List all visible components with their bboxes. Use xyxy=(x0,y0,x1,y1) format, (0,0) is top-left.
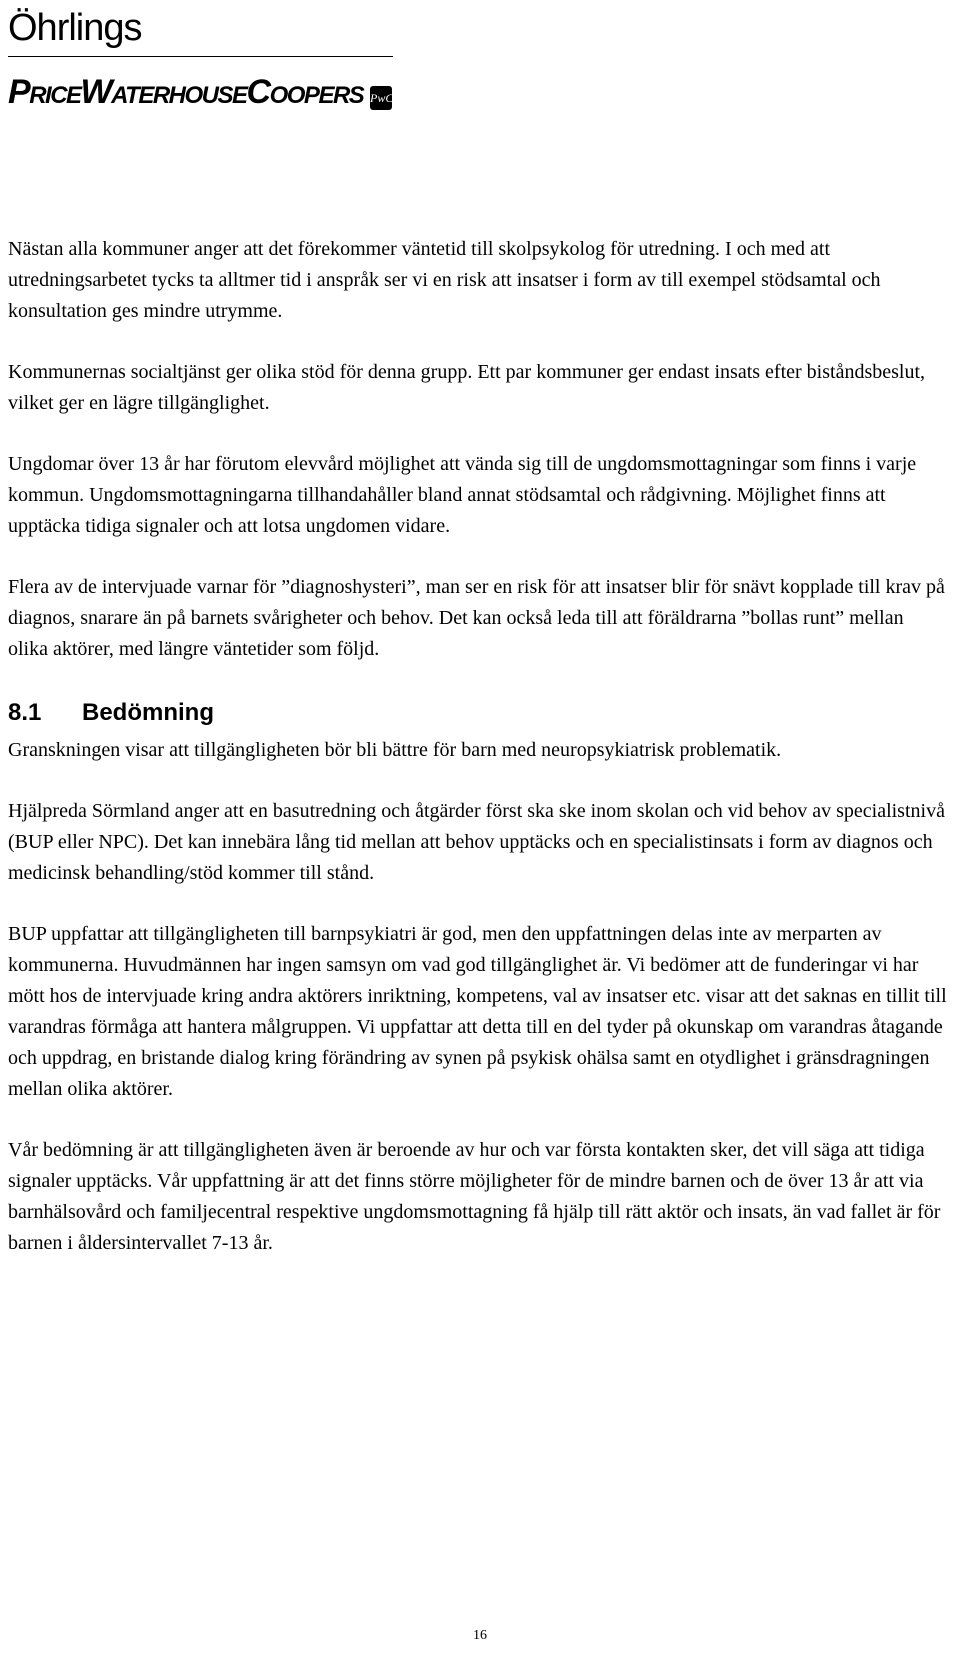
paragraph-social-services: Kommunernas socialtjänst ger olika stöd för denna grupp. Ett par kommuner ger endast insats efter biståndsbeslut, vilket ger en lägre tillgänglighet. xyxy=(8,361,926,414)
logo-pwc-rest-2: ATERHOUSE xyxy=(111,82,247,109)
logo-pwc-rest-1: RICE xyxy=(29,82,81,109)
document-body xyxy=(8,234,948,1289)
paragraph-youth-clinics: Ungdomar över 13 år har förutom elevvård möjlighet att vända sig till de ungdomsmottagningar som finns i varje kommun. Ungdomsmottagningarna tillhandahåller bland annat stödsamtal och rådgivning. Möjlighet finns att upptäcka tidiga signaler och att lotsa ungdomen vidare. xyxy=(8,453,917,537)
logo-divider xyxy=(8,56,393,57)
paragraph-our-assessment: Vår bedömning är att tillgängligheten även är beroende av hur och var första kontakten sker, det vill säga att tidiga signaler upptäcks. Vår uppfattning är att det finns större möjligheter för de mindre barnen och de över 13 år att via barnhälsovård och familjecentral respektive ungdomsmottagning få hjälp till rätt aktör och insats, än vad fallet är för barnen i åldersintervallet 7-13 år. xyxy=(8,1139,941,1254)
section-heading xyxy=(8,695,948,731)
logo-pwc-cap-2: W xyxy=(80,73,112,111)
section-title: Bedömning xyxy=(82,699,214,726)
company-logo xyxy=(8,6,400,118)
section-number: 8.1 xyxy=(8,699,42,726)
logo-pwc-rest-3: OOPERS xyxy=(269,82,364,109)
logo-pwc-wordmark xyxy=(8,68,363,120)
page-number: 16 xyxy=(473,1628,487,1643)
paragraph-diagnosis-hysteria: Flera av de intervjuade varnar för ”diagnoshysteri”, man ser en risk för att insatser blir för snävt kopplade till krav på diagnos, snarare än på barnets svårigheter och behov. Det kan också leda till att föräldrarna ”bollas runt” mellan olika aktörer, med längre väntetider som följd. xyxy=(8,576,945,660)
logo-ohrlings-wordmark: Öhrlings xyxy=(8,7,142,49)
paragraph-review-result: Granskningen visar att tillgängligheten bör bli bättre för barn med neuropsykiatrisk problematik. xyxy=(8,739,782,761)
logo-pwc-cap-1: P xyxy=(8,73,30,111)
logo-mark-icon: PwC xyxy=(370,86,392,110)
paragraph-waiting-time: Nästan alla kommuner anger att det förekommer väntetid till skolpsykolog för utredning. I och med att utredningsarbetet tycks ta alltmer tid i anspråk ser vi en risk att insatser i form av till exempel stödsamtal och konsultation ges mindre utrymme. xyxy=(8,238,881,322)
paragraph-bup-accessibility: BUP uppfattar att tillgängligheten till barnpsykiatri är god, men den uppfattningen delas inte av merparten av kommunerna. Huvudmännen har ingen samsyn om vad god tillgänglighet är. Vi bedömer att de funderingar vi har mött hos de intervjuade kring andra aktörers inriktning, kompetens, val av insatser etc. visar att det saknas en tillit till varandras förmåga att hantera målgruppen. Vi uppfattar att detta till en del tyder på okunskap om varandras åtagande och uppdrag, en bristande dialog kring förändring av synen på psykisk ohälsa samt en otydlighet i gränsdragningen mellan olika aktörer. xyxy=(8,923,947,1100)
paragraph-helper-sormland: Hjälpreda Sörmland anger att en basutredning och åtgärder först ska ske inom skolan och vid behov av specialistnivå (BUP eller NPC). Det kan innebära lång tid mellan att behov upptäcks och en specialistinsats i form av diagnos och medicinsk behandling/stöd kommer till stånd. xyxy=(8,800,945,884)
logo-pwc-cap-3: C xyxy=(246,73,270,111)
